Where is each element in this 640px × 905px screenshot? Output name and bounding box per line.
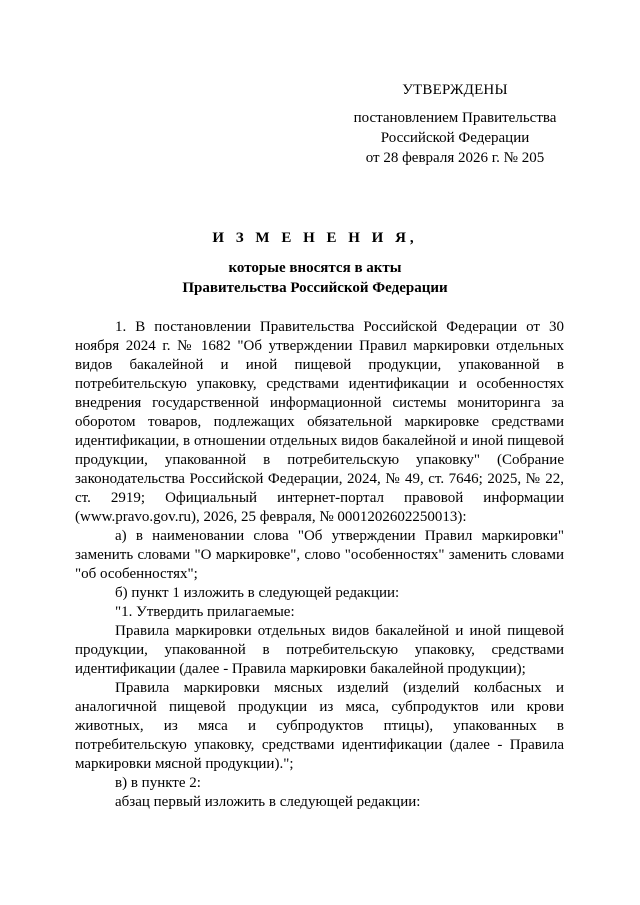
approval-stamp-title: УТВЕРЖДЕНЫ: [402, 82, 508, 98]
document-subtitle: [60, 258, 570, 298]
paragraph-5: Правила маркировки отдельных видов бакалейной и иной пищевой продукции, упакованной в потребительскую упаковку, средствами идентификации (далее - Правила маркировки бакалейной продукции);: [75, 623, 564, 677]
paragraph-7: в) в пункте 2:: [115, 775, 201, 791]
approval-line-3: от 28 февраля 2026 г. № 205: [365, 150, 545, 166]
paragraph-2: а) в наименовании слова "Об утверждении Правил маркировки" заменить словами "О маркировке", слово "особенностях" заменить словами "об особенностях";: [75, 528, 564, 582]
paragraph-8: абзац первый изложить в следующей редакции:: [115, 794, 421, 810]
approval-line-2: Российской Федерации: [380, 130, 530, 146]
paragraph-1: 1. В постановлении Правительства Российской Федерации от 30 ноября 2024 г. № 1682 "Об утверждении Правил маркировки отдельных видов бакалейной и иной пищевой продукции, упакованной в потребительскую упаковку, средствами идентификации и особенностях внедрения государственной информационной системы мониторинга за оборотом товаров, подлежащих обязательной маркировке средствами идентификации, в отношении отдельных видов бакалейной и иной пищевой продукции, упакованной в потребительскую упаковку" (Собрание законодательства Российской Федерации, 2024, № 49, ст. 7646; 2025, № 22, ст. 2919; Официальный интернет-портал правовой информации (www.pravo.gov.ru), 2026, 25 февраля, № 0001202602250013):: [75, 319, 564, 525]
approval-block: [340, 80, 570, 168]
subtitle-line-2: Правительства Российской Федерации: [182, 280, 448, 296]
paragraph-6: Правила маркировки мясных изделий (изделий колбасных и аналогичной пищевой продукции из мяса, субпродуктов или крови животных, из мяса и субпродуктов птицы), упакованных в потребительскую упаковку, средствами идентификации (далее - Правила маркировки мясной продукции).";: [75, 680, 564, 772]
paragraph-3: б) пункт 1 изложить в следующей редакции:: [115, 585, 400, 601]
document-heading: [60, 228, 570, 298]
document-body: [75, 318, 564, 812]
subtitle-line-1: которые вносятся в акты: [228, 260, 402, 276]
paragraph-4: "1. Утвердить прилагаемые:: [115, 604, 295, 620]
document-title: И З М Е Н Е Н И Я,: [212, 230, 418, 246]
approval-line-1: постановлением Правительства: [353, 110, 557, 126]
